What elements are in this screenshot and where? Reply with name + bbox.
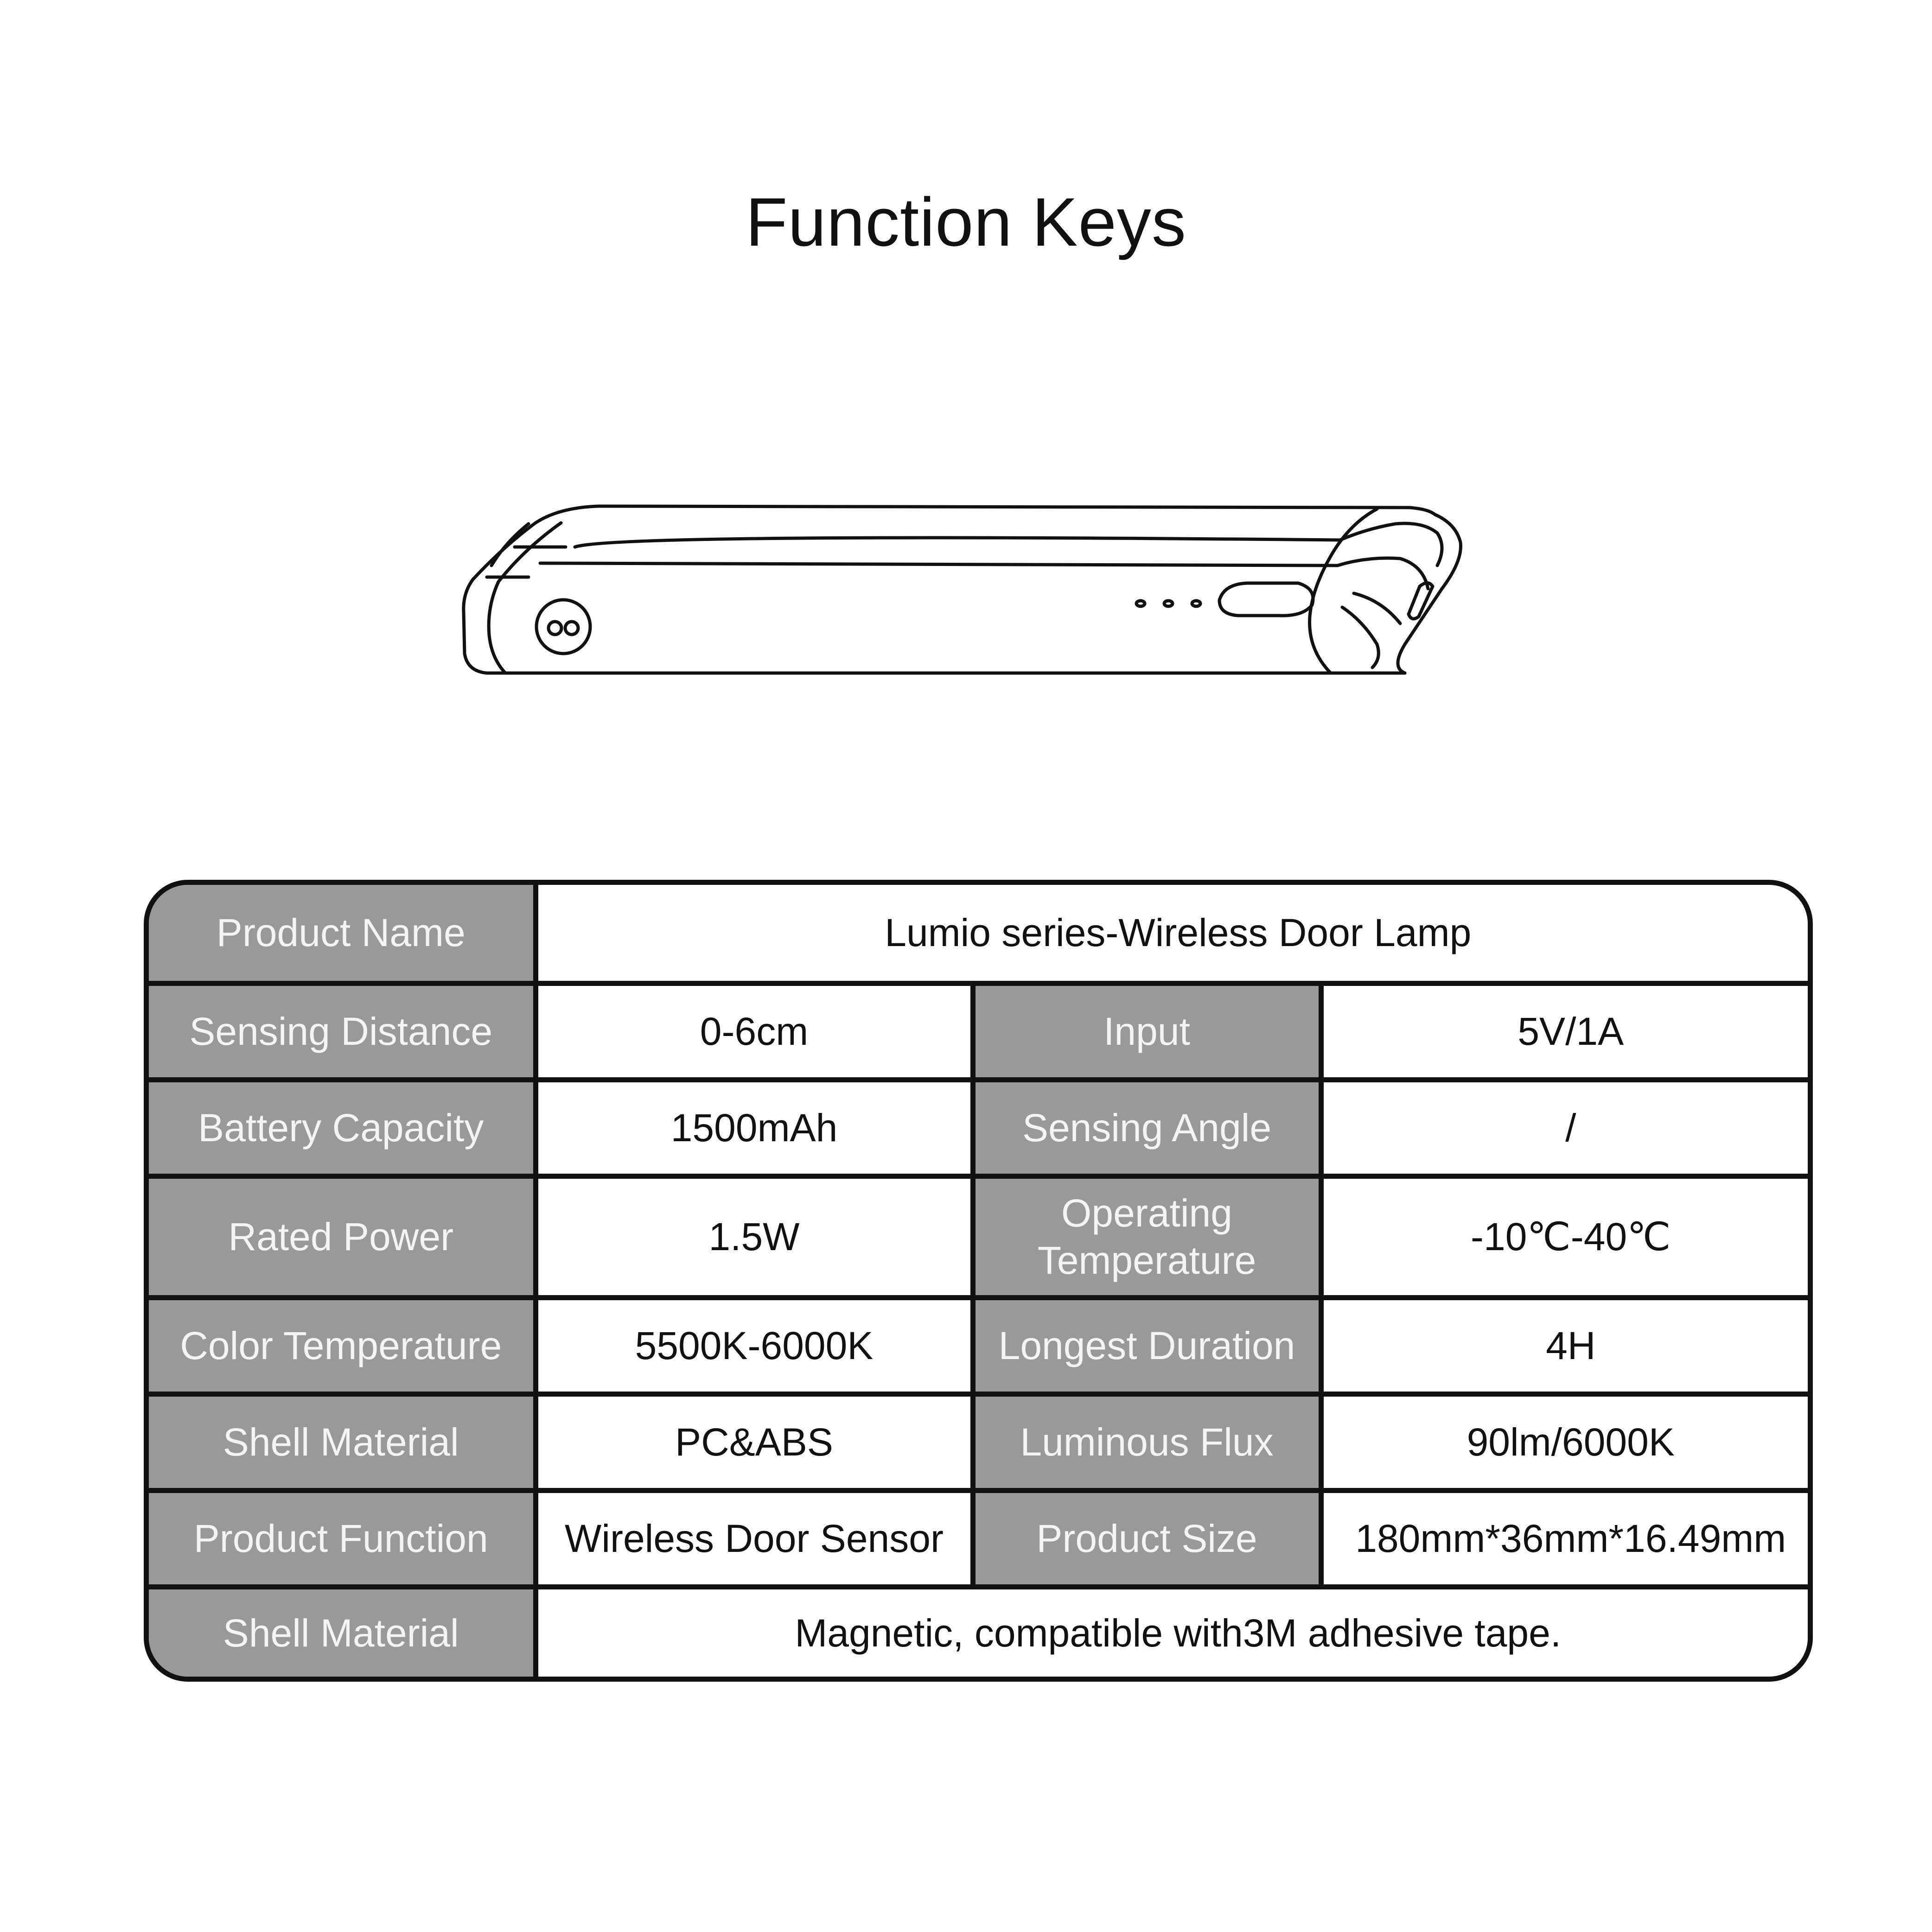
table-row: [149, 983, 1813, 1080]
spec-value-product-name: Lumio series-Wireless Door Lamp: [536, 885, 1813, 983]
spec-label-sensing-distance: Sensing Distance: [149, 983, 536, 1080]
spec-label-rated-power: Rated Power: [149, 1176, 536, 1297]
spec-value-operating-temperature: -10℃-40℃: [1321, 1176, 1813, 1297]
spec-value-input: 5V/1A: [1321, 983, 1813, 1080]
spec-table: [144, 880, 1813, 1682]
table-row: [149, 1080, 1813, 1176]
spec-label-longest-duration: Longest Duration: [973, 1297, 1321, 1394]
spec-label-color-temperature: Color Temperature: [149, 1297, 536, 1394]
table-row: [149, 1587, 1813, 1677]
spec-value-luminous-flux: 90lm/6000K: [1321, 1394, 1813, 1490]
table-row: [149, 1297, 1813, 1394]
spec-value-mounting: Magnetic, compatible with3M adhesive tape.: [536, 1587, 1813, 1677]
spec-label-product-name: Product Name: [149, 885, 536, 983]
spec-value-sensing-angle: /: [1321, 1080, 1813, 1176]
spec-value-shell-material: PC&ABS: [536, 1394, 973, 1490]
table-row: [149, 1394, 1813, 1490]
spec-value-battery-capacity: 1500mAh: [536, 1080, 973, 1176]
spec-label-battery-capacity: Battery Capacity: [149, 1080, 536, 1176]
spec-label-luminous-flux: Luminous Flux: [973, 1394, 1321, 1490]
page-title: Function Keys: [746, 184, 1186, 261]
spec-label-operating-temperature: Operating Temperature: [973, 1176, 1321, 1297]
spec-label-input: Input: [973, 983, 1321, 1080]
spec-value-color-temperature: 5500K-6000K: [536, 1297, 973, 1394]
spec-label-product-function: Product Function: [149, 1490, 536, 1587]
spec-label-product-size: Product Size: [973, 1490, 1321, 1587]
spec-label-shell-material-mounting: Shell Material: [149, 1587, 536, 1677]
table-row: [149, 885, 1813, 983]
table-row: [149, 1176, 1813, 1297]
spec-value-longest-duration: 4H: [1321, 1297, 1813, 1394]
spec-label-shell-material: Shell Material: [149, 1394, 536, 1490]
spec-value-sensing-distance: 0-6cm: [536, 983, 973, 1080]
spec-label-sensing-angle: Sensing Angle: [973, 1080, 1321, 1176]
spec-value-rated-power: 1.5W: [536, 1176, 973, 1297]
spec-value-product-function: Wireless Door Sensor: [536, 1490, 973, 1587]
spec-value-product-size: 180mm*36mm*16.49mm: [1321, 1490, 1813, 1587]
table-row: [149, 1490, 1813, 1587]
wireless-door-lamp-illustration-icon: [459, 496, 1470, 695]
